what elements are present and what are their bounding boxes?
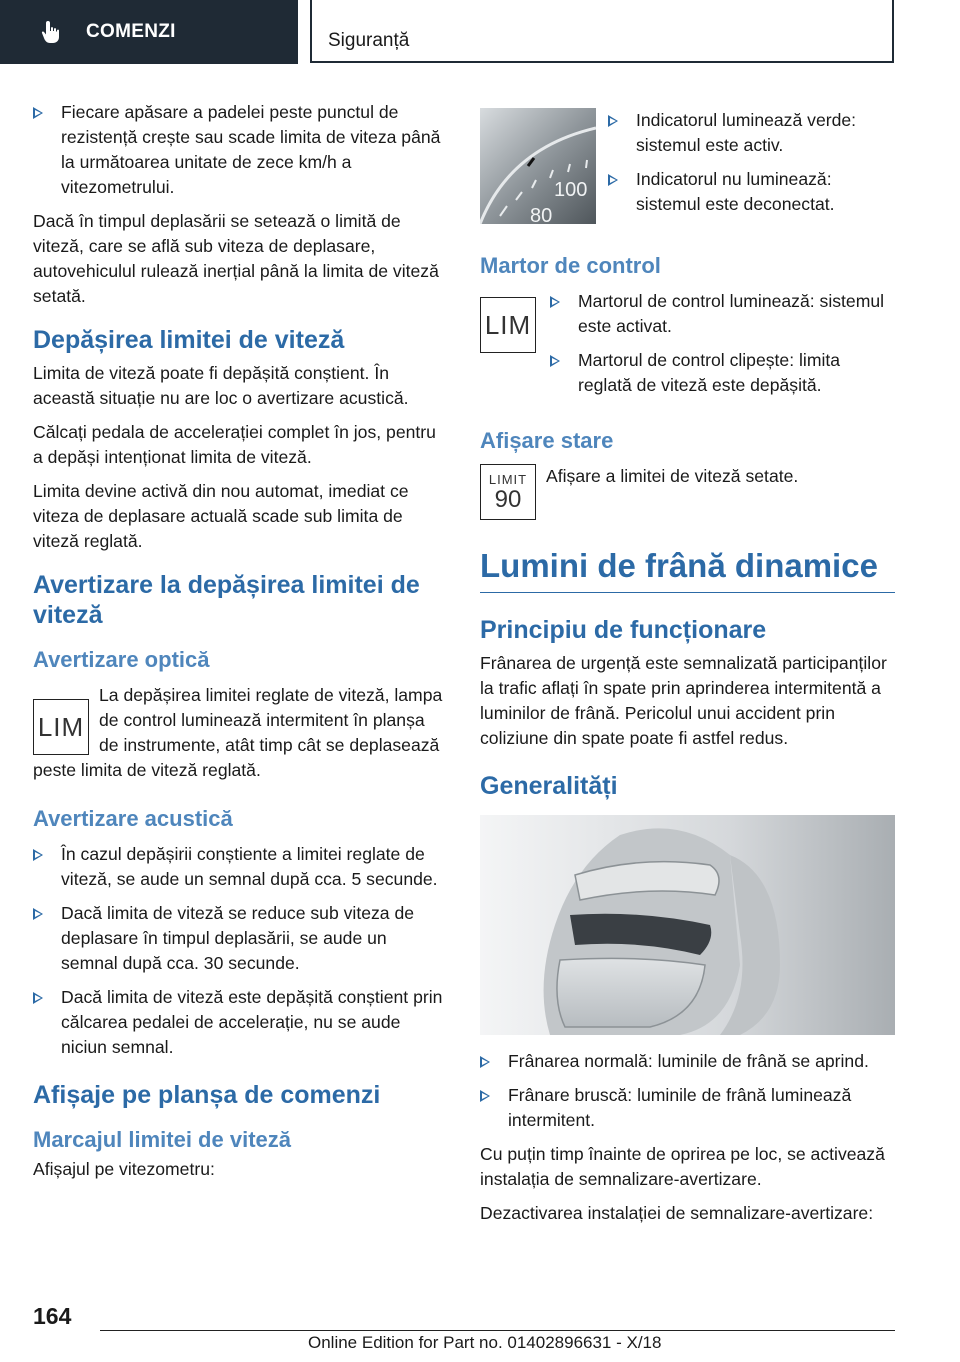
lim-indicator-icon bbox=[480, 297, 536, 353]
speedometer-block bbox=[480, 108, 895, 226]
heading-control-light: Martor de control bbox=[480, 253, 661, 278]
list-item-text: Indicatorul nu luminează: sistemul este deconectat. bbox=[636, 169, 835, 214]
list-item-text: Dacă limita de viteză se reduce sub viteza de deplasare în timpul deplasării, se aude un semnal după cca. 30 secunde. bbox=[61, 903, 415, 973]
right-column bbox=[480, 108, 895, 1235]
paragraph: Dezactivarea instalației de semnalizare-avertizare: bbox=[480, 1203, 874, 1223]
heading-acoustic-warning: Avertizare acustică bbox=[33, 806, 233, 831]
list-item bbox=[550, 348, 895, 398]
status-display-block bbox=[480, 464, 895, 520]
optical-warning-text: La depășirea limitei reglate de viteză, lampa de control luminează intermitent în planșa de instrumente, atât timp cât se deplasează peste limita de viteză reglată. bbox=[33, 685, 443, 780]
heading-warning: Avertizare la depășirea limitei de viteză bbox=[33, 571, 420, 629]
list-item bbox=[33, 842, 447, 892]
limit-icon-label: LIMIT bbox=[488, 471, 528, 487]
list-item bbox=[33, 985, 447, 1060]
speedometer-bullets bbox=[596, 108, 895, 226]
paragraph: Limita de viteză poate fi depășită conștient. În această situație nu are loc o avertizare acustică. bbox=[33, 363, 409, 408]
list-item-text: Dacă limita de viteză este depășită conștient prin călcarea pedalei de accelerație, nu se aude niciun semnal. bbox=[61, 987, 443, 1057]
left-column bbox=[33, 100, 447, 1191]
list-item bbox=[33, 901, 447, 976]
speedo-label-100: 100 bbox=[554, 179, 588, 201]
footer-divider bbox=[100, 1330, 895, 1331]
paragraph: Frânarea de urgență este semnalizată participanților la trafic aflați în spate prin aprinderea intermitentă a luminilor de frână. Pericolul unui accident prin coliziune din spate poate fi astfel redus. bbox=[480, 653, 887, 748]
footer-edition: Online Edition for Part no. 01402896631 - X/18 bbox=[308, 1333, 662, 1352]
page-number: 164 bbox=[33, 1303, 72, 1329]
optical-warning-block bbox=[33, 683, 447, 783]
bullet-triangle-icon bbox=[480, 1056, 490, 1068]
list-item bbox=[480, 1049, 895, 1074]
bullet-triangle-icon bbox=[550, 355, 560, 367]
lim-indicator-label: LIM bbox=[484, 309, 532, 340]
speedo-label-80: 80 bbox=[530, 205, 553, 224]
page-header bbox=[0, 0, 960, 66]
paragraph: Călcați pedala de accelerației complet în jos, pentru a depăși intenționat limita de viteză. bbox=[33, 422, 436, 467]
tab-commands[interactable] bbox=[0, 0, 298, 64]
bullet-triangle-icon bbox=[33, 849, 43, 861]
bullet-triangle-icon bbox=[550, 296, 560, 308]
list-item bbox=[608, 108, 895, 158]
lim-indicator-icon bbox=[33, 699, 89, 755]
list-item bbox=[480, 1083, 895, 1133]
speed-limit-90-icon bbox=[480, 464, 536, 520]
list-item-text: În cazul depășirii conștiente a limitei reglate de viteză, se aude un semnal după cca. 5 secunde. bbox=[61, 844, 438, 889]
paragraph: Dacă în timpul deplasării se setează o limită de viteză, care se află sub viteza de deplasare, autovehiculul rulează inerțial până la limita de viteză setată. bbox=[33, 211, 439, 306]
heading-optical-warning: Avertizare optică bbox=[33, 647, 210, 672]
speedometer-image bbox=[480, 108, 596, 224]
control-light-block bbox=[480, 289, 895, 407]
tab-section[interactable] bbox=[310, 0, 894, 63]
list-item-text: Fiecare apăsare a padelei peste punctul de rezistență crește sau scade limita de viteza până la următoarea unitate de zece km/h a vitezometrului. bbox=[61, 102, 441, 197]
list-item bbox=[33, 100, 447, 200]
heading-status-display: Afișare stare bbox=[480, 428, 614, 453]
lim-indicator-label: LIM bbox=[37, 711, 85, 742]
tab-section-label: Siguranță bbox=[328, 30, 410, 51]
list-item-text: Frânare bruscă: luminile de frână luminează intermitent. bbox=[508, 1085, 852, 1130]
list-item bbox=[608, 167, 895, 217]
bullet-triangle-icon bbox=[608, 174, 618, 186]
paragraph: Afișare a limitei de viteză setate. bbox=[546, 466, 799, 486]
tail-light-image bbox=[480, 815, 895, 1035]
list-item-text: Frânarea normală: luminile de frână se aprind. bbox=[508, 1051, 869, 1071]
limit-icon-value: 90 bbox=[494, 485, 522, 513]
list-item-text: Martorul de control luminează: sistemul este activat. bbox=[578, 291, 885, 336]
bullet-triangle-icon bbox=[33, 908, 43, 920]
list-item-text: Indicatorul luminează verde: sistemul este activ. bbox=[636, 110, 857, 155]
paragraph: Limita devine activă din nou automat, imediat ce viteza de deplasare actuală scade sub limita de viteză reglată. bbox=[33, 481, 409, 551]
heading-displays: Afișaje pe planșa de comenzi bbox=[33, 1081, 381, 1109]
tab-commands-label: COMENZI bbox=[86, 21, 176, 42]
heading-speed-limit-marker: Marcajul limitei de viteză bbox=[33, 1127, 291, 1152]
list-item-text: Martorul de control clipește: limita reglată de viteză este depășită. bbox=[578, 350, 841, 395]
paragraph: Cu puțin timp înainte de oprirea pe loc, se activează instalația de semnalizare-avertizare. bbox=[480, 1144, 885, 1189]
paragraph: Afișajul pe vitezometru: bbox=[33, 1159, 215, 1179]
heading-general: Generalități bbox=[480, 772, 618, 800]
bullet-triangle-icon bbox=[608, 115, 618, 127]
bullet-triangle-icon bbox=[480, 1090, 490, 1102]
hand-pointer-icon bbox=[40, 19, 64, 45]
heading-operating-principle: Principiu de funcționare bbox=[480, 616, 767, 644]
control-light-bullets bbox=[536, 289, 895, 407]
list-item bbox=[550, 289, 895, 339]
heading-dynamic-brake-lights: Lumini de frână dinamice bbox=[480, 546, 895, 593]
bullet-triangle-icon bbox=[33, 107, 43, 119]
bullet-triangle-icon bbox=[33, 992, 43, 1004]
paragraph bbox=[33, 683, 447, 783]
heading-exceed-limit: Depășirea limitei de viteză bbox=[33, 326, 345, 354]
